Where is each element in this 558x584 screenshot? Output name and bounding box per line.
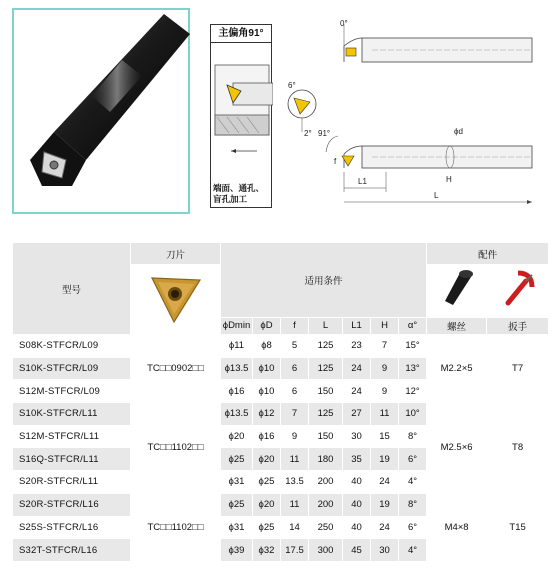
cell-d: ϕ32: [253, 539, 281, 562]
wrench-image: [487, 265, 549, 318]
cell-alpha: 12°: [399, 380, 427, 403]
cell-alpha: 8°: [399, 425, 427, 448]
cell-alpha: 13°: [399, 357, 427, 380]
cell-f: 5: [281, 335, 309, 358]
cell-alpha: 4°: [399, 539, 427, 562]
header-conditions: 适用条件: [221, 243, 427, 318]
screw-icon: [437, 267, 477, 311]
cell-h: 9: [371, 357, 399, 380]
cell-model: S20R-STFCR/L11: [13, 471, 131, 494]
cell-l: 125: [309, 335, 343, 358]
cell-model: S10K-STFCR/L11: [13, 403, 131, 426]
header-model: 型号: [13, 243, 131, 335]
cell-model: S10K-STFCR/L09: [13, 357, 131, 380]
col-l: L: [309, 317, 343, 335]
cell-f: 6: [281, 380, 309, 403]
application-diagram: [210, 24, 272, 208]
cell-h: 15: [371, 425, 399, 448]
table-row: [13, 335, 549, 358]
cell-l1: 27: [343, 403, 371, 426]
label-f: f: [334, 157, 337, 166]
header-accessories: 配件: [427, 243, 549, 265]
cell-l: 125: [309, 357, 343, 380]
cell-l: 200: [309, 493, 343, 516]
cell-model: S12M-STFCR/L09: [13, 380, 131, 403]
cell-d: ϕ25: [253, 516, 281, 539]
cell-l: 250: [309, 516, 343, 539]
cell-dmin: ϕ16: [221, 380, 253, 403]
cell-wrench: T8: [487, 403, 549, 494]
spec-table: [12, 242, 549, 562]
label-l: L: [434, 191, 439, 200]
cell-alpha: 6°: [399, 516, 427, 539]
side-view: [318, 127, 532, 204]
cell-alpha: 15°: [399, 335, 427, 358]
angle-2-label: 2°: [304, 129, 312, 138]
cell-h: 24: [371, 471, 399, 494]
cell-alpha: 10°: [399, 403, 427, 426]
cell-d: ϕ10: [253, 380, 281, 403]
wrench-icon: [498, 267, 538, 311]
cell-f: 11: [281, 493, 309, 516]
cell-d: ϕ20: [253, 448, 281, 471]
cell-wrench: T7: [487, 335, 549, 403]
cell-l: 150: [309, 380, 343, 403]
top-view: [340, 19, 532, 62]
cell-wrench: T15: [487, 493, 549, 561]
cell-dmin: ϕ13.5: [221, 357, 253, 380]
cell-h: 30: [371, 539, 399, 562]
cell-f: 17.5: [281, 539, 309, 562]
machining-sketch: [211, 43, 273, 193]
cell-screw: M2.5×6: [427, 403, 487, 494]
diagram-caption: 端面、通孔、盲孔加工: [213, 183, 265, 204]
cell-insert: TC□□0902□□: [131, 335, 221, 403]
col-h: H: [371, 317, 399, 335]
col-f: f: [281, 317, 309, 335]
cell-h: 24: [371, 516, 399, 539]
cell-f: 13.5: [281, 471, 309, 494]
triangle-insert-icon: [146, 268, 206, 328]
cell-l: 200: [309, 471, 343, 494]
header-wrench: 扳手: [487, 317, 549, 335]
cell-alpha: 8°: [399, 493, 427, 516]
cell-f: 11: [281, 448, 309, 471]
product-photo: [12, 8, 190, 214]
cell-dmin: ϕ31: [221, 471, 253, 494]
cell-d: ϕ12: [253, 403, 281, 426]
cell-dmin: ϕ13.5: [221, 403, 253, 426]
diagram-title: 主偏角91°: [211, 25, 271, 43]
cell-model: S20R-STFCR/L16: [13, 493, 131, 516]
technical-drawing: [282, 16, 552, 216]
cell-d: ϕ8: [253, 335, 281, 358]
cell-d: ϕ20: [253, 493, 281, 516]
cell-model: S16Q-STFCR/L11: [13, 448, 131, 471]
insert-detail: [288, 81, 316, 138]
label-l1: L1: [358, 177, 367, 186]
cell-h: 11: [371, 403, 399, 426]
label-phid: ϕd: [454, 127, 463, 136]
cell-alpha: 4°: [399, 471, 427, 494]
angle-6-label: 6°: [288, 81, 296, 90]
cell-model: S08K-STFCR/L09: [13, 335, 131, 358]
angle-91-label: 91°: [318, 129, 331, 138]
cell-l1: 30: [343, 425, 371, 448]
cell-h: 9: [371, 380, 399, 403]
col-l1: L1: [343, 317, 371, 335]
table-row: [13, 403, 549, 426]
cell-l1: 45: [343, 539, 371, 562]
cell-d: ϕ25: [253, 471, 281, 494]
cell-l: 125: [309, 403, 343, 426]
angle-top-label: 0°: [340, 19, 348, 28]
header-insert: 刀片: [131, 243, 221, 265]
cell-l1: 40: [343, 516, 371, 539]
cell-model: S25S-STFCR/L16: [13, 516, 131, 539]
insert-image: [131, 265, 221, 335]
cell-model: S32T-STFCR/L16: [13, 539, 131, 562]
col-dmin: ϕDmin: [221, 317, 253, 335]
cell-l1: 40: [343, 493, 371, 516]
cell-l1: 24: [343, 380, 371, 403]
cell-f: 9: [281, 425, 309, 448]
cell-h: 7: [371, 335, 399, 358]
cell-f: 6: [281, 357, 309, 380]
cell-screw: M4×8: [427, 493, 487, 561]
col-alpha: α°: [399, 317, 427, 335]
header-screw: 螺丝: [427, 317, 487, 335]
table-row: [13, 493, 549, 516]
cell-dmin: ϕ20: [221, 425, 253, 448]
cell-l: 180: [309, 448, 343, 471]
cell-dmin: ϕ39: [221, 539, 253, 562]
cell-f: 14: [281, 516, 309, 539]
cell-dmin: ϕ11: [221, 335, 253, 358]
cell-dmin: ϕ31: [221, 516, 253, 539]
label-h: H: [446, 175, 452, 184]
cell-dmin: ϕ25: [221, 493, 253, 516]
cell-l: 300: [309, 539, 343, 562]
cell-l1: 35: [343, 448, 371, 471]
cell-screw: M2.2×5: [427, 335, 487, 403]
cell-l: 150: [309, 425, 343, 448]
cell-h: 19: [371, 493, 399, 516]
cell-l1: 24: [343, 357, 371, 380]
cell-alpha: 6°: [399, 448, 427, 471]
cell-h: 19: [371, 448, 399, 471]
cell-d: ϕ16: [253, 425, 281, 448]
boring-bar-image: [14, 10, 190, 214]
screw-image: [427, 265, 487, 318]
cell-d: ϕ10: [253, 357, 281, 380]
cell-f: 7: [281, 403, 309, 426]
col-d: ϕD: [253, 317, 281, 335]
cell-insert: TC□□1102□□: [131, 493, 221, 561]
cell-l1: 40: [343, 471, 371, 494]
cell-dmin: ϕ25: [221, 448, 253, 471]
cell-model: S12M-STFCR/L11: [13, 425, 131, 448]
cell-l1: 23: [343, 335, 371, 358]
cell-insert: TC□□1102□□: [131, 403, 221, 494]
